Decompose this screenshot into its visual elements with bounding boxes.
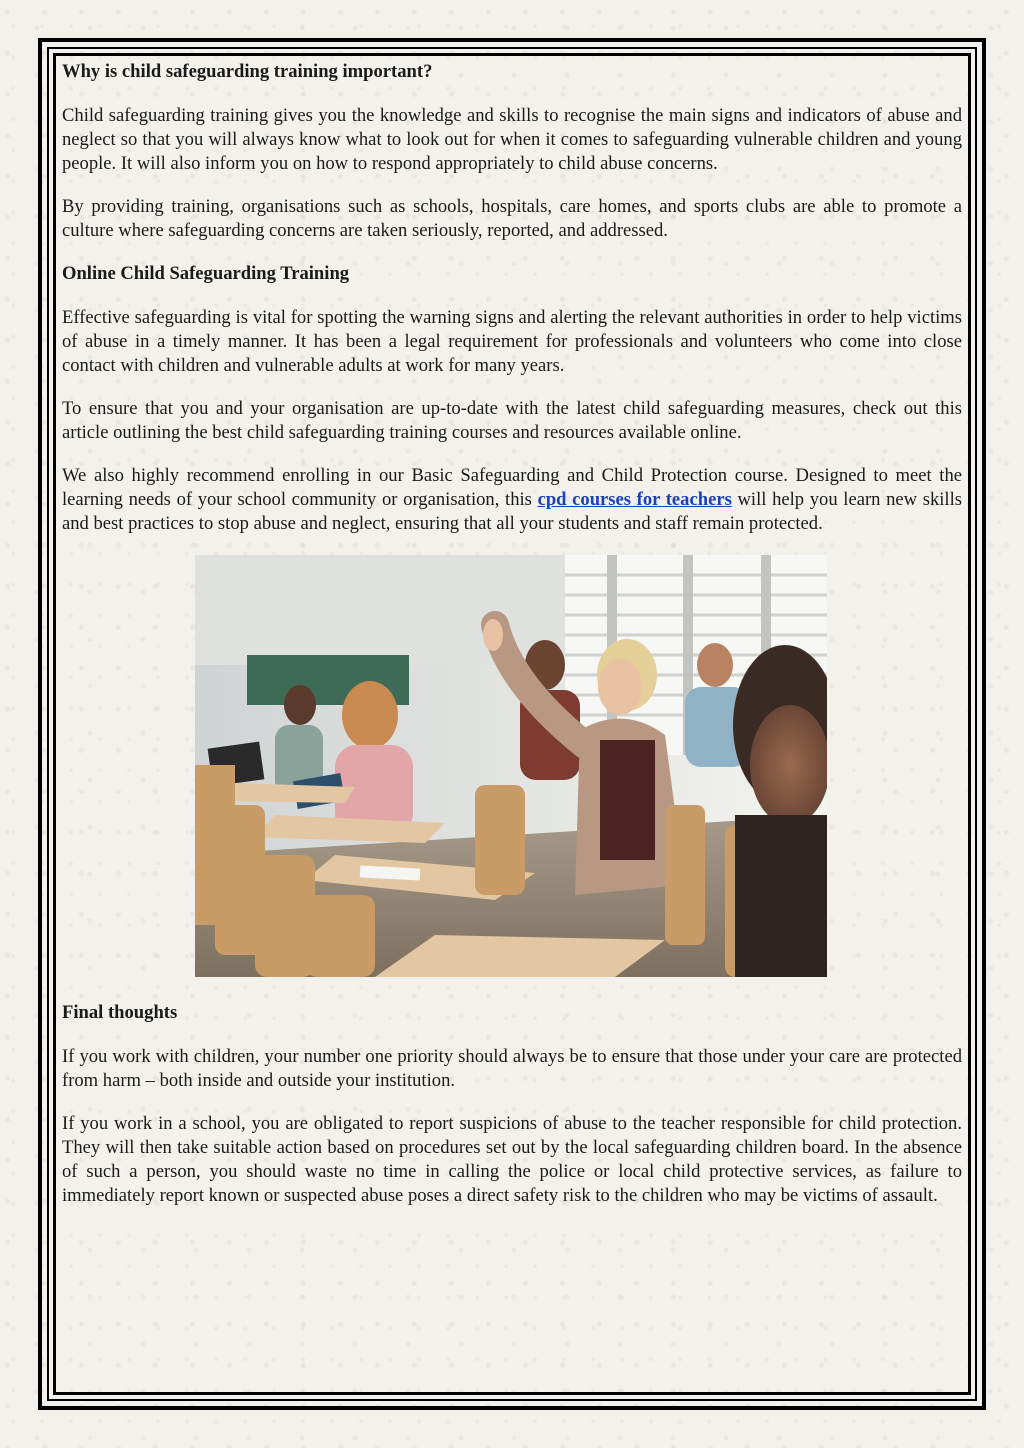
paragraph-number-one-priority: If you work with children, your number one priority should always be to ensure that those under your care are protected from harm – both inside and outside your institution. xyxy=(62,1046,962,1091)
paragraph-up-to-date: To ensure that you and your organisation are up-to-date with the latest child safeguarding measures, check out this article outlining the best child safeguarding training courses and resources available online. xyxy=(62,398,962,443)
heading-online-training: Online Child Safeguarding Training xyxy=(62,263,350,284)
heading-final-thoughts: Final thoughts xyxy=(62,1002,178,1023)
paragraph-recommend-text-after: will help you learn new skills and best practices to stop abuse and neglect, ensuring that all your students and staff remain protected. xyxy=(62,489,962,534)
cpd-courses-link[interactable]: cpd courses for teachers xyxy=(537,489,732,510)
classroom-photo xyxy=(195,555,827,977)
paragraph-recommend-course xyxy=(62,464,962,536)
heading-why-training-important: Why is child safeguarding training important? xyxy=(62,61,433,82)
article-content xyxy=(62,60,962,1227)
photo-container xyxy=(62,555,962,977)
paragraph-effective-safeguarding: Effective safeguarding is vital for spotting the warning signs and alerting the relevant authorities in order to help victims of abuse in a timely manner. It has been a legal requirement for professionals and volunteers who come into close contact with children and vulnerable adults at work for many years. xyxy=(62,307,962,376)
paragraph-training-knowledge: Child safeguarding training gives you the knowledge and skills to recognise the main signs and indicators of abuse and neglect so that you will always know what to look out for when it comes to safeguarding vulnerable children and young people. It will also inform you on how to respond appropriately to child abuse concerns. xyxy=(62,105,962,174)
paragraph-organisations-culture: By providing training, organisations such as schools, hospitals, care homes, and sports clubs are able to promote a culture where safeguarding concerns are taken seriously, reported, and addressed. xyxy=(62,196,962,241)
paragraph-recommend-text-before: We also highly recommend enrolling in our Basic Safeguarding and Child Protection course. Designed to meet the learning needs of your school community or organisation, this xyxy=(62,465,962,510)
paragraph-report-suspicions: If you work in a school, you are obligated to report suspicions of abuse to the teacher responsible for child protection. They will then take suitable action based on procedures set out by the local safeguarding children board. In the absence of such a person, you should waste no time in calling the police or local child protective services, as failure to immediately report known or suspected abuse poses a direct safety risk to the children who may be victims of assault. xyxy=(62,1113,962,1206)
